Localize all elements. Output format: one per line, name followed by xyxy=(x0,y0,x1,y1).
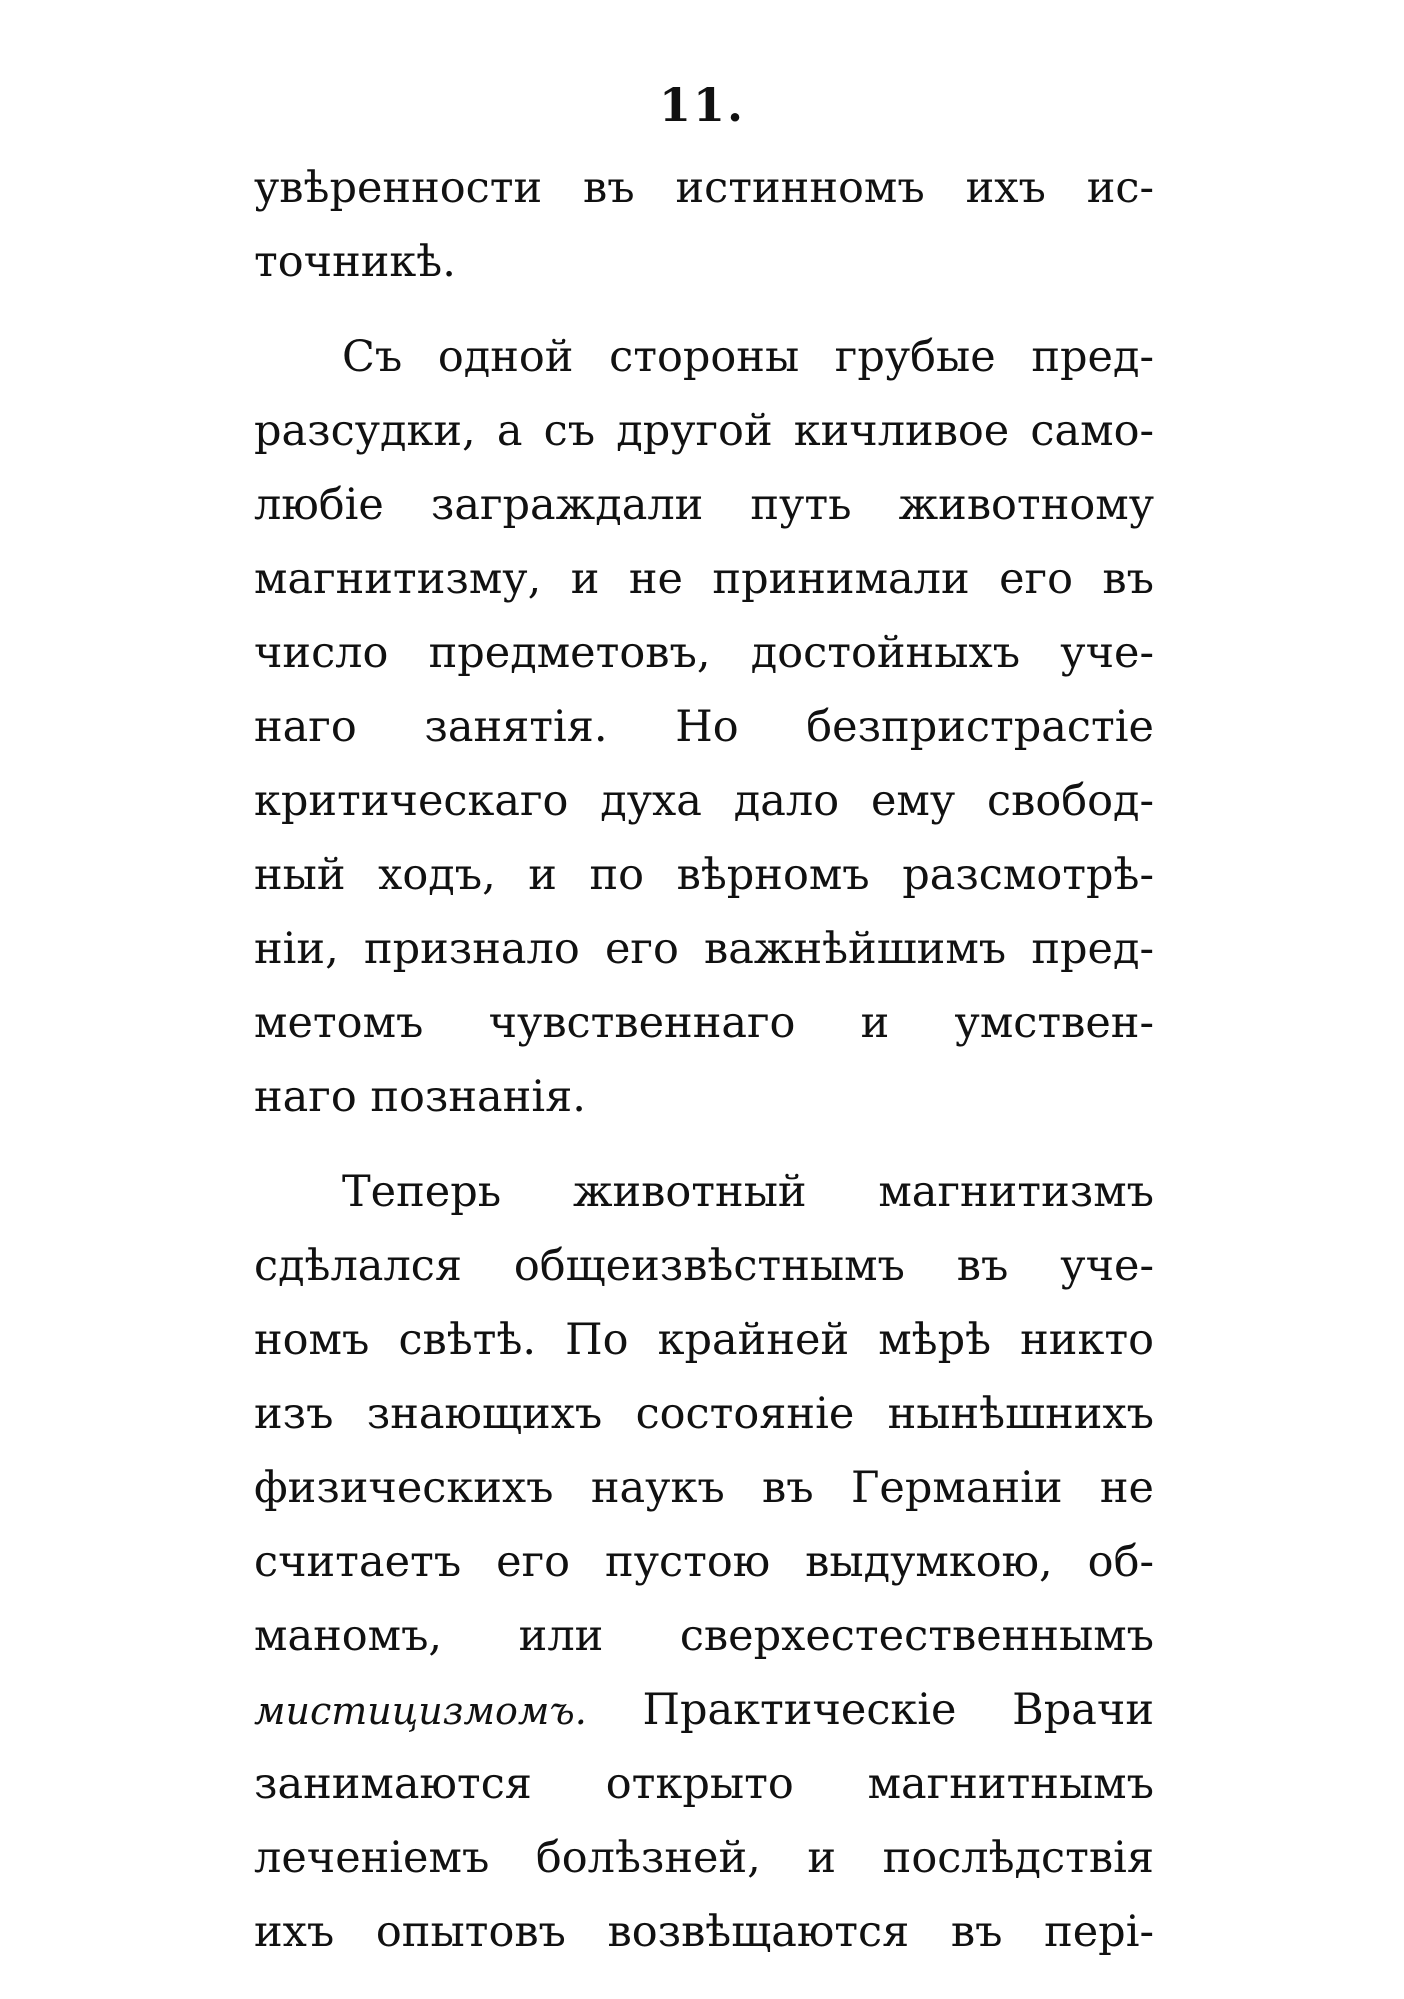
text-line: физическихъ наукъ въ Германіи не xyxy=(254,1463,1154,1513)
text-line xyxy=(254,1680,1154,1740)
page-number: 11. xyxy=(658,78,746,132)
text-line: маномъ, или сверхестественнымъ xyxy=(254,1611,1154,1661)
text-fragment: Практическіе Врачи xyxy=(642,1685,1154,1735)
text-line: сдѣлался общеизвѣстнымъ въ уче- xyxy=(254,1241,1154,1291)
text-line: номъ свѣтѣ. По крайней мѣрѣ никто xyxy=(254,1315,1154,1365)
text-line: изъ знающихъ состояніе нынѣшнихъ xyxy=(254,1389,1154,1439)
text-line: ный ходъ, и по вѣрномъ разсмотрѣ- xyxy=(254,850,1154,900)
text-line: разсудки, а съ другой кичливое само- xyxy=(254,406,1154,456)
text-line: наго занятія. Но безпристрастіе xyxy=(254,702,1154,752)
text-line: считаетъ его пустою выдумкою, об- xyxy=(254,1537,1154,1587)
text-line: магнитизму, и не принимали его въ xyxy=(254,554,1154,604)
text-line: любіе заграждали путь животному xyxy=(254,480,1154,530)
text-line: число предметовъ, достойныхъ уче- xyxy=(254,628,1154,678)
text-line: наго познанія. xyxy=(254,1072,586,1122)
italic-term: мистицизмомъ. xyxy=(254,1689,587,1733)
text-line: Съ одной стороны грубые пред- xyxy=(342,332,1154,382)
text-line: критическаго духа дало ему свобод- xyxy=(254,776,1154,826)
text-line: Теперь животный магнитизмъ xyxy=(342,1167,1154,1217)
text-line: ніи, признало его важнѣйшимъ пред- xyxy=(254,924,1154,974)
text-line: занимаются открыто магнитнымъ xyxy=(254,1759,1154,1809)
text-line: точникѣ. xyxy=(254,237,456,287)
text-line: увѣренности въ истинномъ ихъ ис- xyxy=(254,163,1154,213)
text-line: метомъ чувственнаго и умствен- xyxy=(254,998,1154,1048)
text-line: леченіемъ болѣзней, и послѣдствія xyxy=(254,1833,1154,1883)
text-line: ихъ опытовъ возвѣщаются въ пері- xyxy=(254,1907,1154,1957)
